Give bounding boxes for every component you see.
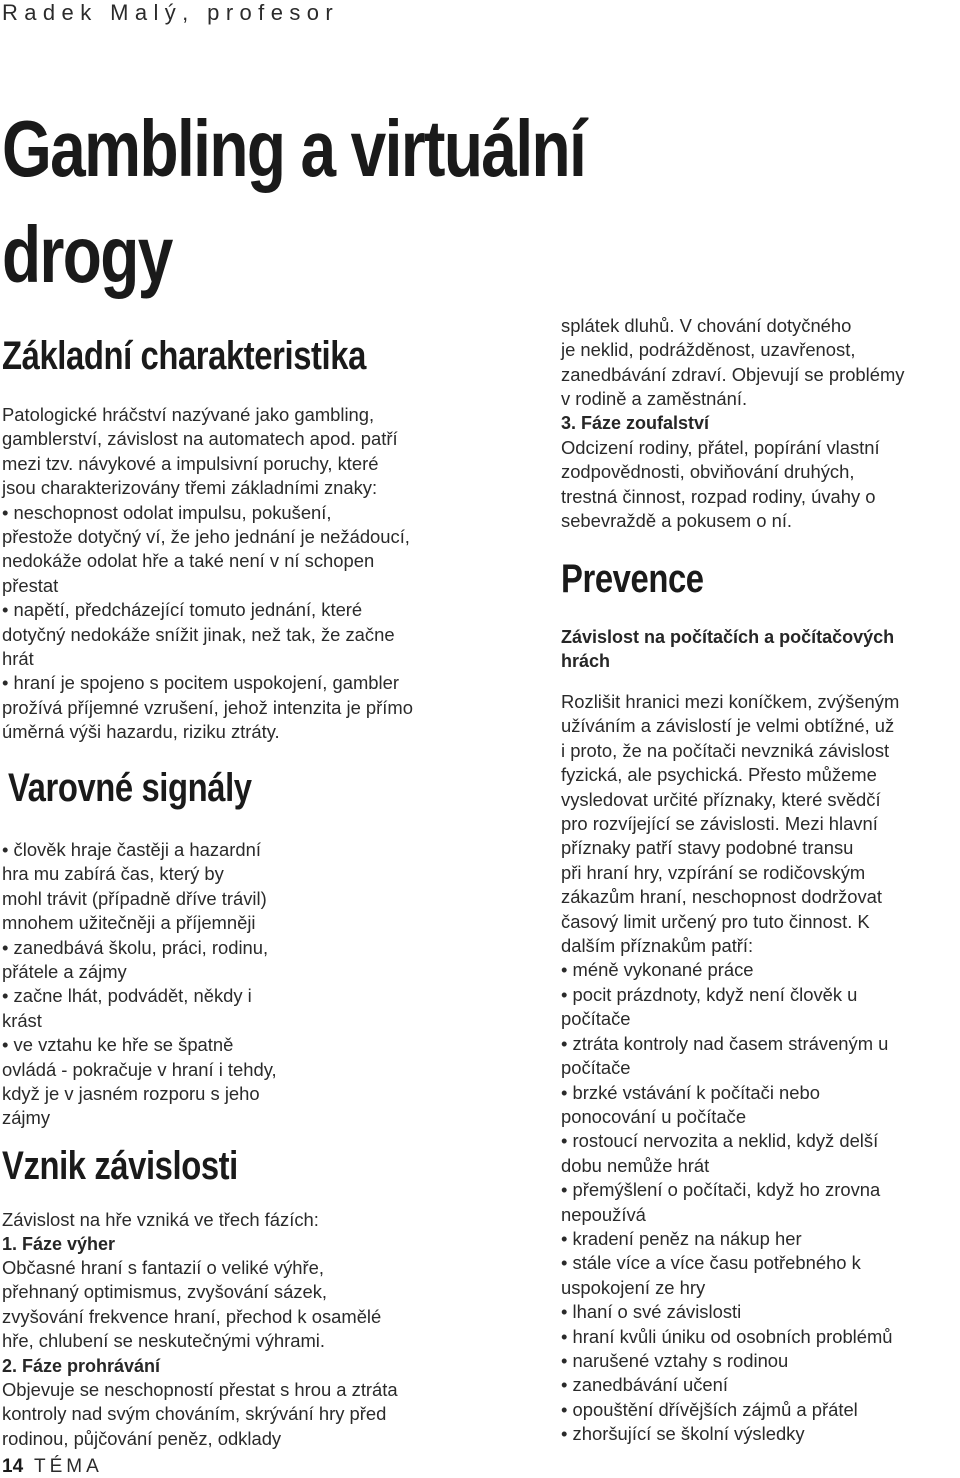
- text-line: krást: [2, 1009, 42, 1031]
- text-line: mnohem užitečněji a příjemněji: [2, 912, 256, 934]
- text-line: zodpovědnosti, obviňování druhých,: [561, 461, 855, 483]
- text-line: jsou charakterizovány třemi základními znaky:: [2, 477, 378, 499]
- text-line: užíváním a závislostí je velmi obtížné, už: [561, 715, 895, 737]
- text-line: • opouštění dřívějších zájmů a přátel: [561, 1398, 858, 1420]
- intro-text: [2, 403, 413, 745]
- text-line: prožívá příjemné vzrušení, jehož intenzita je přímo: [2, 696, 413, 718]
- text-line: počítače: [561, 1057, 631, 1079]
- page-number: 14: [2, 1456, 24, 1477]
- heading-vznik: Vznik závislosti: [2, 1144, 238, 1188]
- text-line: • neschopnost odolat impulsu, pokušení,: [2, 501, 332, 523]
- text-line: ponocování u počítače: [561, 1105, 747, 1127]
- text-line: v rodině a zaměstnání.: [561, 388, 748, 410]
- text-line: Závislost na počítačích a počítačových: [561, 627, 895, 647]
- text-line: úměrná výši hazardu, riziku ztráty.: [2, 721, 280, 743]
- heading-varovne: Varovné signály: [8, 766, 252, 810]
- text-line: Patologické hráčství nazývané jako gambling,: [2, 404, 375, 425]
- faze3-text: [561, 436, 880, 534]
- prevence-text: [561, 690, 899, 1447]
- text-line: nedokáže odolat hře a také není v ní schopen: [2, 550, 375, 572]
- text-line: mohl trávit (případně dříve trávil): [2, 887, 267, 909]
- faze3-title: 3. Fáze zoufalství: [561, 413, 710, 433]
- text-line: • rostoucí nervozita a neklid, když delší: [561, 1130, 879, 1152]
- text-line: když je v jasném rozporu s jeho: [2, 1083, 260, 1105]
- text-line: vysledovat určité příznaky, které svědčí: [561, 788, 881, 810]
- text-line: zájmy: [2, 1107, 51, 1129]
- text-line: • člověk hraje častěji a hazardní: [2, 839, 261, 860]
- text-line: hře, chlubení se neskutečnými výhrami.: [2, 1330, 326, 1352]
- text-line: i proto, že na počítači nevzniká závislost: [561, 739, 890, 761]
- text-line: hra mu zabírá čas, který by: [2, 863, 224, 885]
- text-line: ovládá - pokračuje v hraní i tehdy,: [2, 1058, 277, 1080]
- text-line: uspokojení ze hry: [561, 1276, 706, 1298]
- text-line: je neklid, podrážděnost, uzavřenost,: [561, 339, 856, 361]
- faze1-text: [2, 1256, 381, 1354]
- title-line-1: Gambling a virtuální: [2, 104, 586, 193]
- text-line: • brzké vstávání k počítači nebo: [561, 1081, 820, 1103]
- faze2-continued: [561, 314, 904, 412]
- text-line: Objevuje se neschopností přestat s hrou a ztráta: [2, 1379, 398, 1400]
- text-line: • pocit prázdnoty, když není člověk u: [561, 983, 858, 1005]
- text-line: kontroly nad svým chováním, skrývání hry před: [2, 1403, 387, 1425]
- text-line: hrách: [561, 651, 611, 671]
- text-line: Občasné hraní s fantazií o veliké výhře,: [2, 1257, 324, 1278]
- text-line: • zanedbávání učení: [561, 1374, 728, 1396]
- text-line: fyzická, ale psychická. Přesto můžeme: [561, 764, 877, 786]
- text-line: • stále více a více času potřebného k: [561, 1252, 861, 1274]
- text-line: hrát: [2, 648, 34, 670]
- text-line: • ve vztahu ke hře se špatně: [2, 1034, 234, 1056]
- text-line: dobu nemůže hrát: [561, 1154, 710, 1176]
- text-line: • napětí, předcházející tomuto jednání, které: [2, 599, 363, 621]
- vznik-intro: Závislost na hře vzniká ve třech fázích:: [2, 1209, 319, 1230]
- text-line: • ztráta kontroly nad časem stráveným u: [561, 1032, 889, 1054]
- text-line: • kradení peněz na nákup her: [561, 1227, 802, 1249]
- text-line: trestná činnost, rozpad rodiny, úvahy o: [561, 485, 876, 507]
- text-line: přestože dotyčný ví, že jeho jednání je nežádoucí,: [2, 526, 410, 548]
- text-line: gamblerství, závislost na automatech apod. patří: [2, 428, 398, 450]
- text-line: • zhoršující se školní výsledky: [561, 1423, 805, 1445]
- text-line: • přemýšlení o počítači, když ho zrovna: [561, 1179, 881, 1201]
- text-line: Odcizení rodiny, přátel, popírání vlastní: [561, 437, 880, 458]
- section-label: TÉMA: [34, 1456, 103, 1477]
- faze1-title: 1. Fáze výher: [2, 1234, 116, 1254]
- text-line: • zanedbává školu, práci, rodinu,: [2, 936, 269, 958]
- author-line: Radek Malý, profesor: [2, 0, 340, 25]
- text-line: • méně vykonané práce: [561, 959, 754, 981]
- text-line: • lhaní o své závislosti: [561, 1301, 742, 1323]
- varovne-list: [2, 838, 277, 1131]
- text-line: dalším příznakům patří:: [561, 935, 754, 957]
- text-line: příznaky patří stavy podobné transu: [561, 837, 854, 859]
- text-line: dotyčný nedokáže snížit jinak, než tak, že začne: [2, 623, 395, 645]
- text-line: při hraní hry, vzpírání se rodičovským: [561, 861, 866, 883]
- text-line: rodinou, půjčování peněz, odklady: [2, 1427, 282, 1449]
- text-line: přehnaný optimismus, zvyšování sázek,: [2, 1281, 328, 1303]
- subheading-pocitace: [561, 625, 894, 673]
- text-line: • hraní je spojeno s pocitem uspokojení, gambler: [2, 672, 399, 694]
- text-line: zákazům hraní, neschopnost dodržovat: [561, 886, 883, 908]
- text-line: nepoužívá: [561, 1203, 646, 1225]
- text-line: zvyšování frekvence hraní, přechod k osamělé: [2, 1305, 382, 1327]
- text-line: mezi tzv. návykové a impulsivní poruchy, které: [2, 452, 379, 474]
- text-line: přestat: [2, 574, 59, 596]
- article-title: [2, 96, 802, 308]
- text-line: splátek dluhů. V chování dotyčného: [561, 315, 852, 336]
- text-line: • začne lhát, podvádět, někdy i: [2, 985, 252, 1007]
- text-line: • hraní kvůli úniku od osobních problémů: [561, 1325, 893, 1347]
- text-line: • narušené vztahy s rodinou: [561, 1349, 789, 1371]
- text-line: počítače: [561, 1008, 631, 1030]
- text-line: pro rozvíjející se závislosti. Mezi hlavní: [561, 813, 878, 835]
- text-line: přátele a zájmy: [2, 961, 127, 983]
- title-line-2: drogy: [2, 210, 172, 299]
- faze2-text: [2, 1378, 398, 1451]
- text-line: časový limit určený pro tuto činnost. K: [561, 910, 870, 932]
- faze2-title: 2. Fáze prohrávání: [2, 1356, 161, 1376]
- heading-prevence: Prevence: [561, 557, 704, 601]
- text-line: zanedbávání zdraví. Objevují se problémy: [561, 363, 905, 385]
- text-line: sebevraždě a pokusem o ní.: [561, 510, 793, 532]
- heading-zakladni: Základní charakteristika: [2, 334, 366, 378]
- text-line: Rozlišit hranici mezi koníčkem, zvýšeným: [561, 691, 900, 712]
